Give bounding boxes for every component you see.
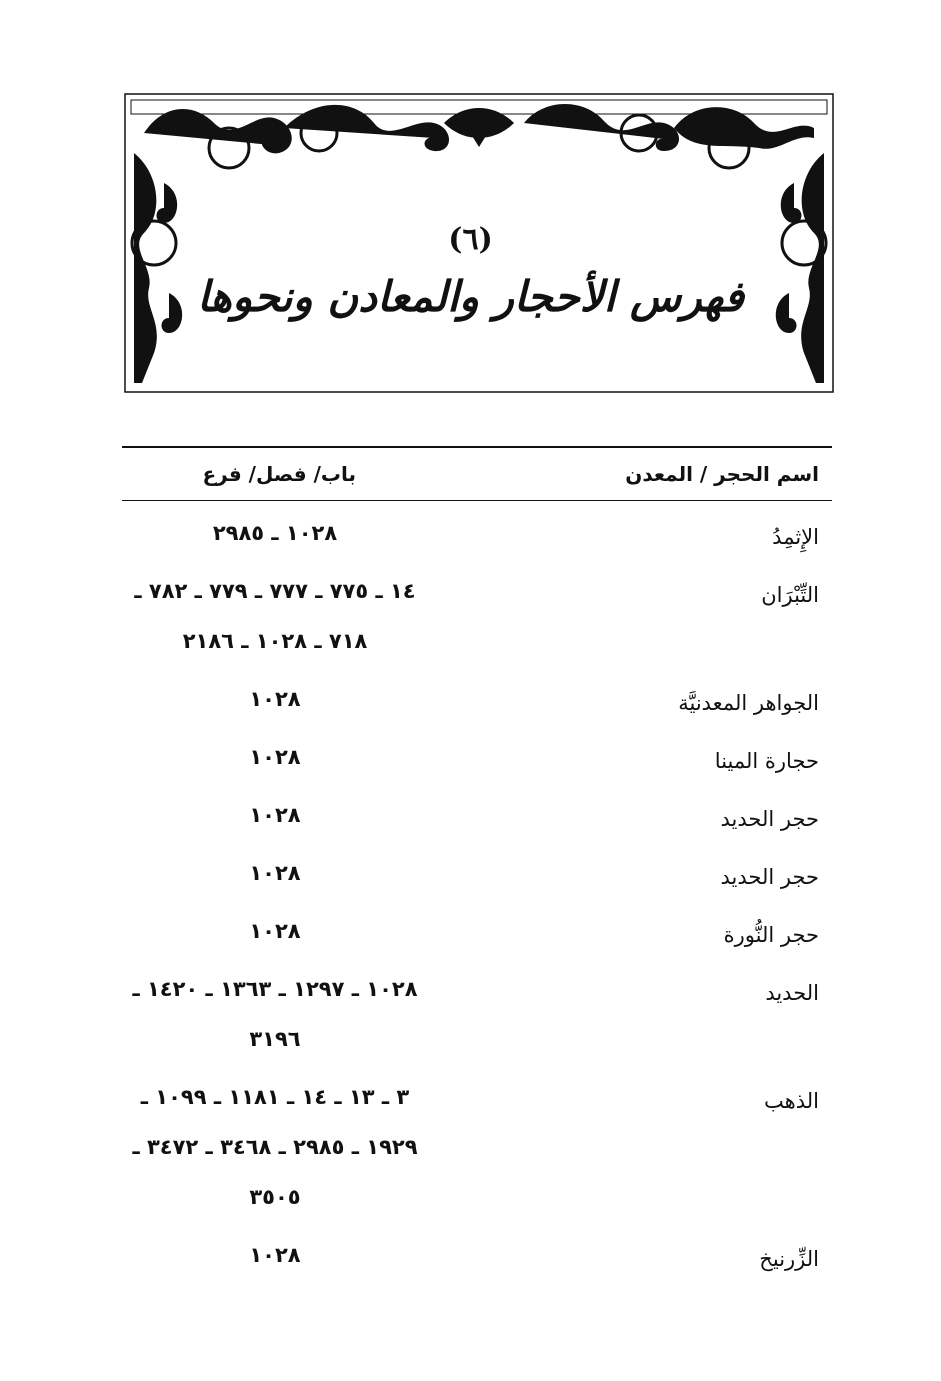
entry-reference: ١٠٢٨ ـ ٢٩٨٥ [212, 521, 338, 545]
entry-reference: ١٠٢٨ ـ ١٢٩٧ ـ ١٣٦٣ ـ ١٤٢٠ ـ [132, 977, 418, 1001]
entry-name: حجارة المينا [714, 749, 819, 773]
entry-reference: ١٠٢٨ [249, 919, 301, 943]
entry-name: الزِّرنيخ [759, 1247, 819, 1271]
entry-name: حجر الحديد [720, 865, 819, 889]
entry-reference: ١٠٢٨ [249, 861, 301, 885]
entry-name: التِّبْرَان [761, 583, 819, 607]
entry-reference: ٣١٩٦ [249, 1027, 301, 1051]
index-number: (٦) [448, 222, 493, 257]
entry-reference: ١٠٢٨ [249, 1243, 301, 1267]
entry-reference: ١٩٢٩ ـ ٢٩٨٥ ـ ٣٤٦٨ ـ ٣٤٧٢ ـ [132, 1135, 418, 1159]
entry-name: الذهب [764, 1089, 819, 1113]
column-header-name: اسم الحجر / المعدن [625, 462, 819, 486]
entry-reference: ٣ ـ ١٣ ـ ١٤ ـ ١١٨١ ـ ١٠٩٩ ـ [140, 1085, 410, 1109]
entry-reference: ١٠٢٨ [249, 687, 301, 711]
column-header-reference: باب/ فصل/ فرع [202, 462, 356, 486]
entry-name: الإِثمِدُ [772, 525, 819, 549]
entry-name: حجر النُّورة [723, 923, 819, 947]
entry-reference: ١٠٢٨ [249, 745, 301, 769]
entry-name: الحديد [765, 981, 819, 1005]
entry-reference: ١٤ ـ ٧٧٥ ـ ٧٧٧ ـ ٧٧٩ ـ ٧٨٢ ـ [134, 579, 416, 603]
entry-reference: ١٠٢٨ [249, 803, 301, 827]
entry-name: حجر الحديد [720, 807, 819, 831]
entry-reference: ٧١٨ ـ ١٠٢٨ ـ ٢١٨٦ [182, 629, 368, 653]
entry-reference: ٣٥٠٥ [249, 1185, 301, 1209]
page-title: فهرس الأحجار والمعادن ونحوها [197, 272, 744, 321]
entry-name: الجواهر المعدنيَّة [678, 691, 819, 715]
